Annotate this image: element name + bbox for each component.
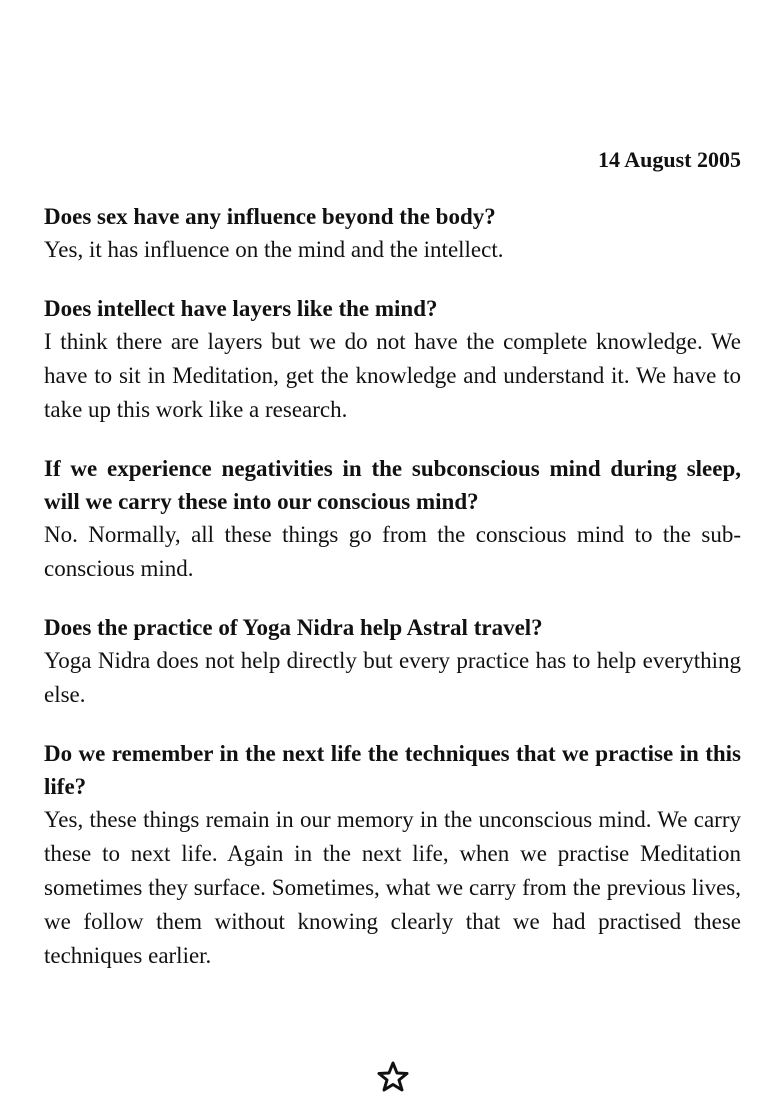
answer: Yes, it has influence on the mind and the intellect. [44,237,504,262]
answer: Yoga Nidra does not help directly but every practice has to help everything else. [44,648,741,707]
question: Does sex have any influence beyond the body? [44,204,496,229]
entry-date: 14 August 2005 [597,147,741,172]
question: Do we remember in the next life the techniques that we practise in this life? [44,741,741,799]
answer: No. Normally, all these things go from the conscious mind to the sub-conscious mind. [44,522,741,581]
qa-item [44,200,741,267]
qa-item [44,292,741,427]
qa-item [44,611,741,712]
answer: I think there are layers but we do not have the complete knowledge. We have to sit in Meditation, get the knowledge and understand it. We have to take up this work like a research. [44,329,741,422]
question: Does the practice of Yoga Nidra help Astral travel? [44,615,543,640]
question: If we experience negativities in the subconscious mind during sleep, will we carry these into our conscious mind? [44,456,741,514]
question: Does intellect have layers like the mind? [44,296,438,321]
qa-item [44,452,741,586]
page-body [44,143,741,998]
star-outline-icon [376,1060,410,1094]
qa-item [44,737,741,973]
answer: Yes, these things remain in our memory in the unconscious mind. We carry these to next life. Again in the next life, when we practise Meditation sometimes they surface. Sometimes, what we carry from the previous lives, we follow them without knowing clearly that we had practised these techniques earlier. [44,807,741,968]
